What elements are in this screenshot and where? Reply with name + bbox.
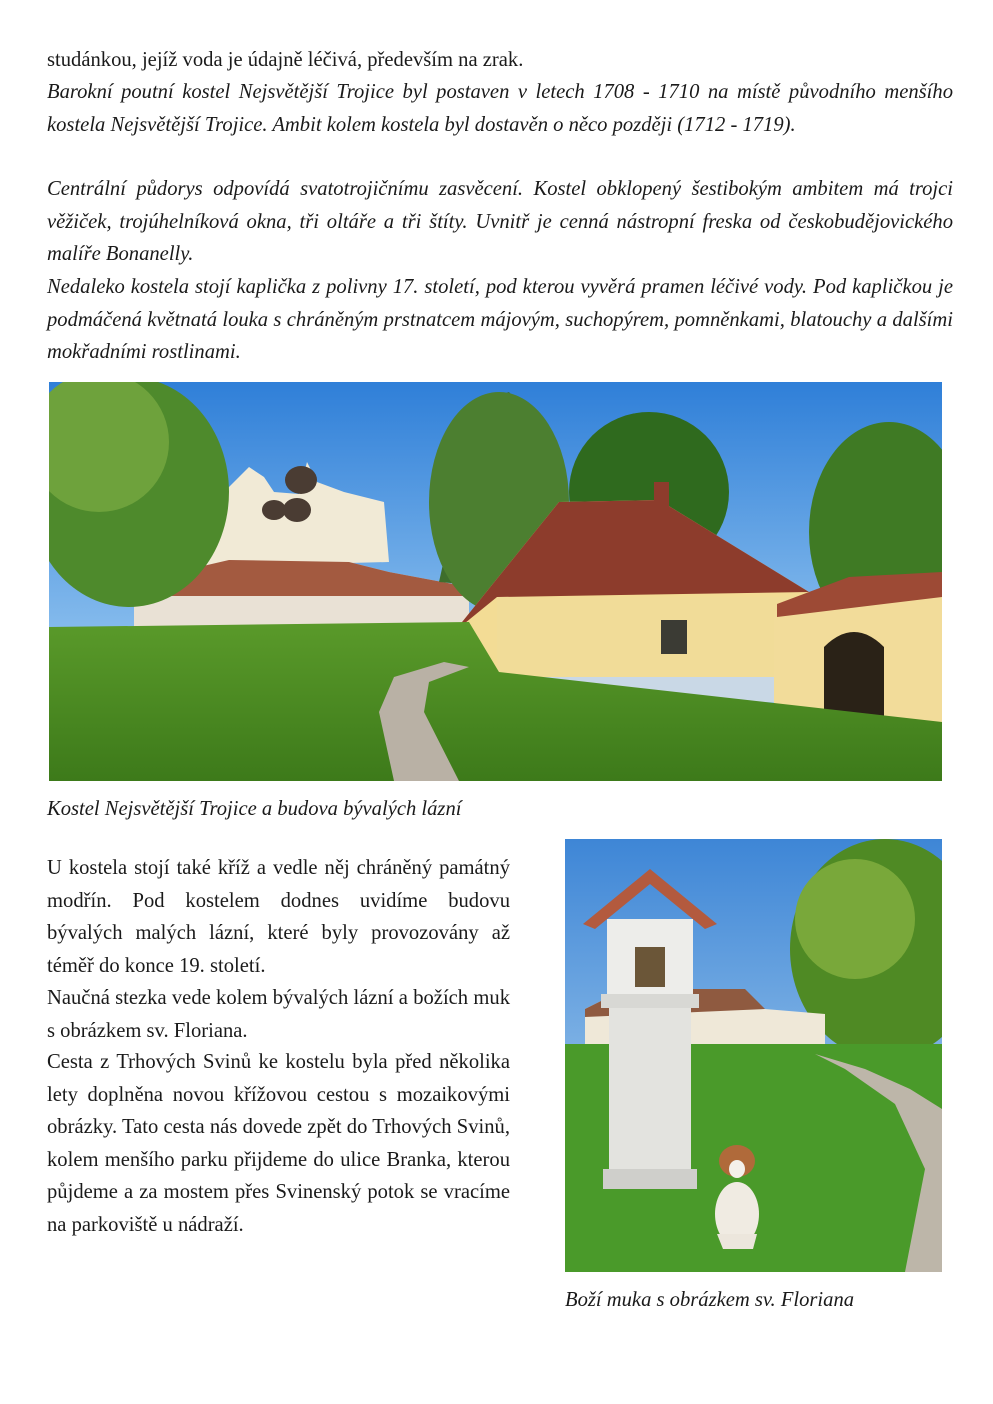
- paragraph-church-history: Barokní poutní kostel Nejsvětější Trojice byl postaven v letech 1708 - 1710 na místě původního menšího kostela Nejsvětější Trojice. Ambit kolem kostela byl dostavěn o něco později (1712 - 1719).: [47, 81, 953, 136]
- photo-church-and-spa-building: [49, 382, 942, 781]
- figure-caption-shrine: Boží muka s obrázkem sv. Floriana: [565, 1289, 855, 1311]
- paragraph-nature-trail: Naučná stezka vede kolem bývalých lázní a božích muk s obrázkem sv. Floriana.: [47, 987, 510, 1042]
- paragraph-church-description: Centrální půdorys odpovídá svatotrojičnímu zasvěcení. Kostel obklopený šestibokým ambitem má trojci věžiček, trojúhelníková okna, tři oltáře a tři štíty. Uvnitř je cenná nástropní freska od českobudějovického malíře Bonanelly.: [47, 178, 953, 265]
- paragraph-cross-and-spa: U kostela stojí také kříž a vedle něj chráněný památný modřín. Pod kostelem dodnes uvidíme budovu bývalých malých lázní, které byly provozovány až téměř do konce 19. století.: [47, 857, 510, 977]
- paragraph-way-of-cross: Cesta z Trhových Svinů ke kostelu byla před několika lety doplněna novou křížovou cestou s mozaikovými obrázky. Tato cesta nás dovede zpět do Trhových Svinů, kolem menšího parku přijdeme do ulice Branka, kterou půjdeme a za mostem přes Svinenský potok se vracíme na parkoviště u nádraží.: [47, 1051, 510, 1236]
- photo-wayside-shrine: [565, 839, 942, 1272]
- paragraph-chapel: Nedaleko kostela stojí kaplička z polivny 17. století, pod kterou vyvěrá pramen léčivé vody. Pod kapličkou je podmáčená květnatá louka s chráněným prstnatcem májovým, suchopýrem, pomněnkami, blatouchy a dalšími mokřadními rostlinami.: [47, 276, 953, 363]
- paragraph-intro: studánkou, jejíž voda je údajně léčivá, především na zrak.: [47, 49, 524, 71]
- figure-caption-church: Kostel Nejsvětější Trojice a budova bývalých lázní: [47, 798, 462, 820]
